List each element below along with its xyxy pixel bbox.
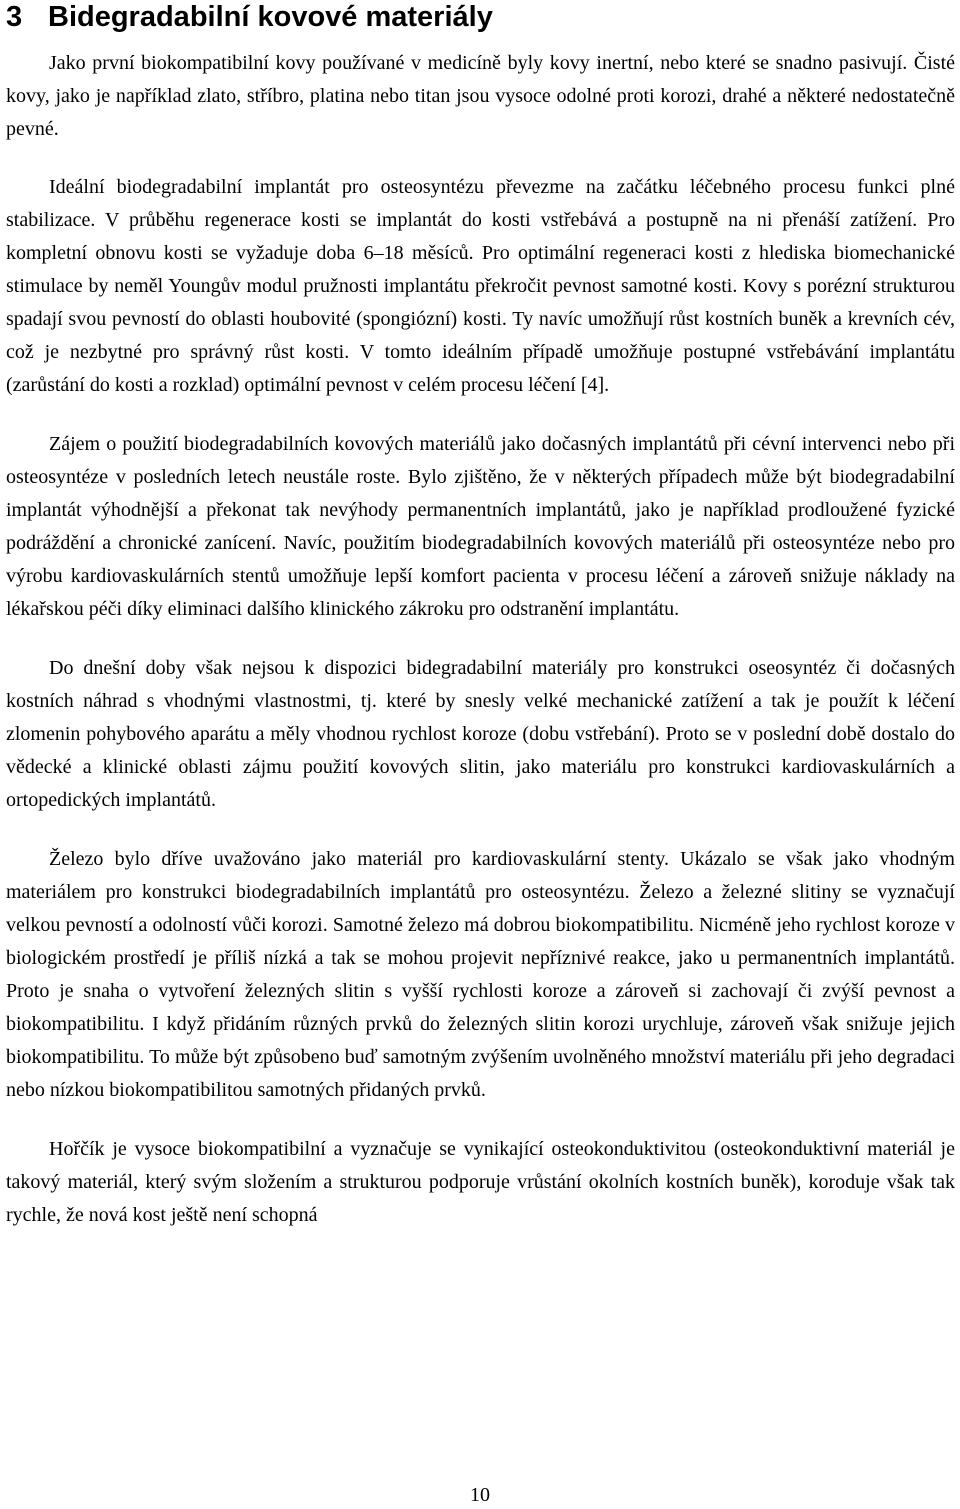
- paragraph-iron: Železo bylo dříve uvažováno jako materiál pro kardiovaskulární stenty. Ukázalo se však jako vhodným materiálem pro konstrukci biodegradabilních implantátů pro osteosyntézu. Železo a železné slitiny se vyznačují velkou pevností a odolností vůči korozi. Samotné železo má dobrou biokompatibilitu. Nicméně jeho rychlost koroze v biologickém prostředí je příliš nízká a tak se mohou projevit nepříznivé reakce, jako u permanentních implantátů. Proto je snaha o vytvoření železných slitin s vyšší rychlosti koroze a zároveň si zachovají či zvýší pevnost a biokompatibilitu. I když přidáním různých prvků do železných slitin korozi urychluje, zároveň však snižuje jejich biokompatibilitu. To může být způsobeno buď samotným zvýšením uvolněného množství materiálu při jeho degradaci nebo nízkou biokompatibilitou samotných přidaných prvků.: [6, 848, 955, 1101]
- section-heading: [6, 0, 955, 34]
- document-page: [6, 0, 955, 1232]
- paragraph-current-state: Do dnešní doby však nejsou k dispozici bidegradabilní materiály pro konstrukci oseosyntéz či dočasných kostních náhrad s vhodnými vlastnostmi, tj. které by snesly velké mechanické zatížení a tak je použít k léčení zlomenin pohybového aparátu a měly vhodnou rychlost koroze (dobu vstřebání). Proto se v poslední době dostalo do vědecké a klinické oblasti zájmu použití kovových slitin, jako materiálu pro konstrukci kardiovaskulárních a ortopedických implantátů.: [6, 657, 955, 811]
- paragraph-interest-biodegradable: Zájem o použití biodegradabilních kovových materiálů jako dočasných implantátů při cévní intervenci nebo při osteosyntéze v posledních letech neustále roste. Bylo zjištěno, že v některých případech může být biodegradabilní implantát výhodnější a překonat tak nevýhody permanentních implantátů, jako je například prodloužené fyzické podráždění a chronické zanícení. Navíc, použitím biodegradabilních kovových materiálů při osteosyntéze nebo pro výrobu kardiovaskulárních stentů umožňuje lepší komfort pacienta v procesu léčení a zároveň snižuje náklady na lékařskou péči díky eliminaci dalšího klinického zákroku pro odstranění implantátu.: [6, 433, 955, 620]
- paragraph-ideal-implant: Ideální biodegradabilní implantát pro osteosyntézu převezme na začátku léčebného procesu funkci plné stabilizace. V průběhu regenerace kosti se implantát do kosti vstřebává a postupně na ni přenáší zatížení. Pro kompletní obnovu kosti se vyžaduje doba 6–18 měsíců. Pro optimální regeneraci kosti z hlediska biomechanické stimulace by neměl Youngův modul pružnosti implantátu překročit pevnost samotné kosti. Kovy s porézní strukturou spadají svou pevností do oblasti houbovité (spongiózní) kosti. Ty navíc umožňují růst kostních buněk a krevních cév, což je nezbytné pro správný růst kosti. V tomto ideálním případě umožňuje postupné vstřebávání implantátu (zarůstání do kosti a rozklad) optimální pevnost v celém procesu léčení [4].: [6, 176, 955, 396]
- section-title: Bidegradabilní kovové materiály: [48, 1, 493, 33]
- paragraph-magnesium: Hořčík je vysoce biokompatibilní a vyznačuje se vynikající osteokonduktivitou (osteokonduktivní materiál je takový materiál, který svým složením a strukturou podporuje vrůstání okolních kostních buněk), koroduje však tak rychle, že nová kost ještě není schopná: [6, 1138, 955, 1226]
- page-number: 10: [470, 1484, 490, 1506]
- paragraph-first-biocompatible-metals: Jako první biokompatibilní kovy používané v medicíně byly kovy inertní, nebo které se snadno pasivují. Čisté kovy, jako je například zlato, stříbro, platina nebo titan jsou vysoce odolné proti korozi, drahé a některé nedostatečně pevné.: [6, 52, 955, 140]
- section-number: 3: [6, 1, 23, 33]
